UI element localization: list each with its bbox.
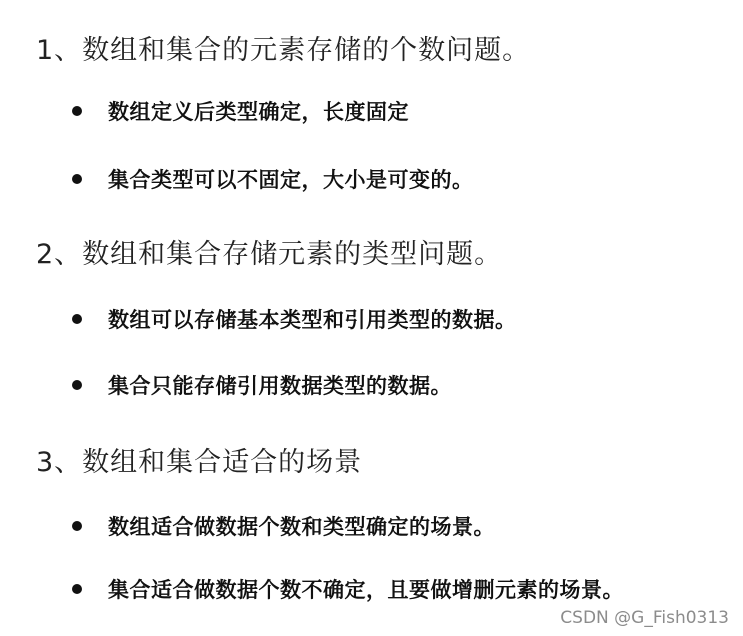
bullet-text: 数组定义后类型确定，长度固定 [108, 100, 409, 124]
section-3-bullet-2 [72, 574, 624, 604]
section-1-bullet-2 [72, 164, 474, 194]
bullet-text: 数组可以存储基本类型和引用类型的数据。 [108, 308, 517, 332]
bullet-dot-icon [72, 584, 82, 594]
section-2-bullet-2 [72, 370, 452, 400]
bullet-text: 集合类型可以不固定，大小是可变的。 [108, 168, 474, 192]
bullet-text: 集合适合做数据个数不确定，且要做增删元素的场景。 [108, 578, 624, 602]
section-2-heading: 2、数组和集合存储元素的类型问题。 [36, 239, 503, 270]
section-3-heading: 3、数组和集合适合的场景 [36, 447, 363, 478]
section-1-bullet-1 [72, 96, 409, 126]
bullet-dot-icon [72, 174, 82, 184]
bullet-dot-icon [72, 106, 82, 116]
bullet-dot-icon [72, 380, 82, 390]
bullet-text: 数组适合做数据个数和类型确定的场景。 [108, 515, 495, 539]
watermark: CSDN @G_Fish0313 [560, 608, 729, 628]
section-3-bullet-1 [72, 511, 495, 541]
section-2-bullet-1 [72, 304, 517, 334]
bullet-text: 集合只能存储引用数据类型的数据。 [108, 374, 452, 398]
bullet-dot-icon [72, 314, 82, 324]
section-1-heading: 1、数组和集合的元素存储的个数问题。 [36, 35, 531, 66]
bullet-dot-icon [72, 521, 82, 531]
